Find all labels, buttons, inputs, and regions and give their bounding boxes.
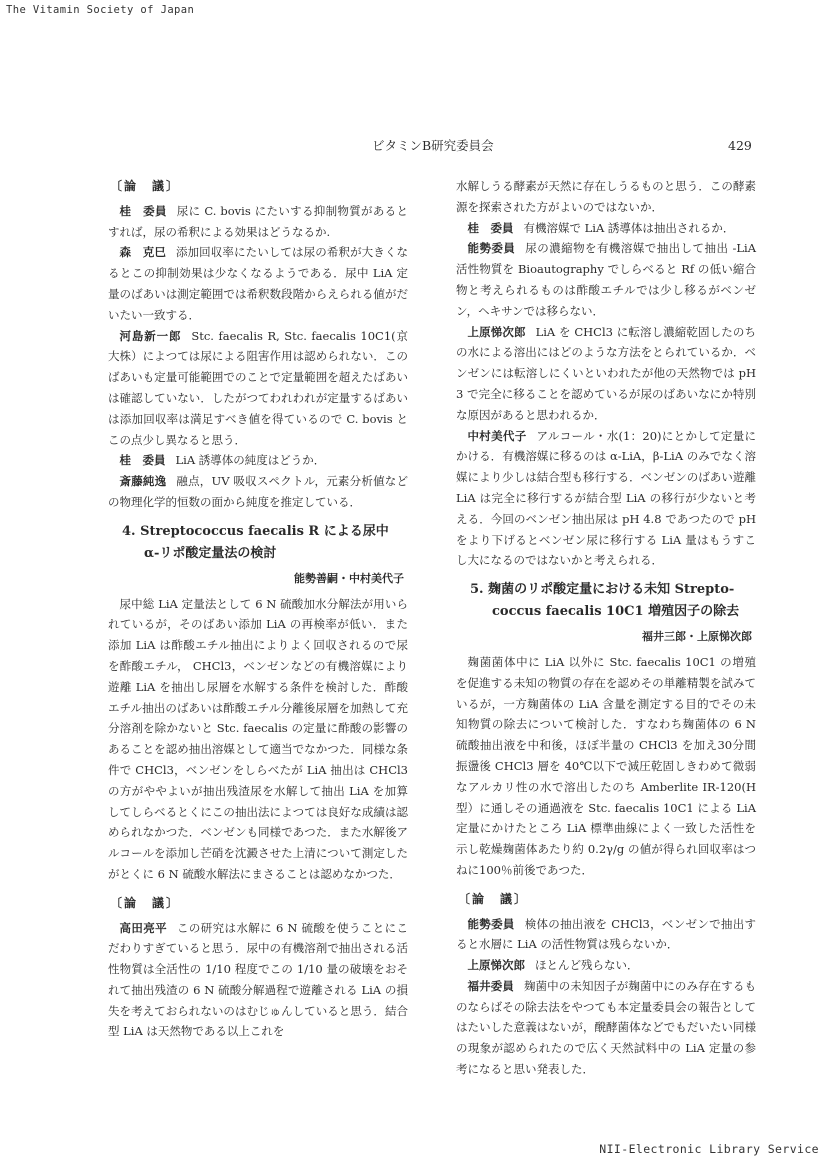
paragraph-text: LiA を CHCl3 に転溶し濃縮乾固したのちの水による溶出にはどのような方法をとられているか．ベンゼンには転溶しにくいといわれたが他の天然物では pH 3 で完全に移ることを認めているが尿のばあいなにか特別な原因があると思われるか．: [456, 324, 756, 422]
discussion-paragraph: [456, 218, 756, 239]
discussion-paragraph: [108, 326, 408, 451]
speaker-name: 上原悌次郎: [467, 324, 526, 339]
discussion-heading: 〔論 議〕: [110, 179, 181, 193]
speaker-name: 高田亮平: [119, 920, 168, 935]
speaker-name: 能勢委員: [467, 241, 516, 256]
speaker-name: 桂 委員: [119, 453, 166, 468]
speaker-name: 桂 委員: [467, 220, 514, 235]
section-title-line: coccus faecalis 10C1 増殖因子の除去: [492, 604, 740, 620]
section-5-authors: 福井三郎・上原悌次郎: [642, 630, 752, 644]
source-banner: The Vitamin Society of Japan: [6, 4, 195, 16]
discussion-paragraph: [108, 201, 408, 243]
discussion-paragraph: [456, 914, 756, 956]
left-column: [108, 176, 408, 1042]
paragraph-text: この研究は水解に 6 N 硫酸を使うことにこだわりすぎていると思う．尿中の有機溶剤で抽出される活性物質は全活性の 1/10 程度でこの 1/10 量の破壊をおそれて抽出残渣の 6 N 硫酸分解過程で遊離される LiA の損失を考えておられないのはむじゅんしていると思う．結合型 LiA は天然物である以上これを: [108, 920, 409, 1039]
running-head: ビタミンB研究委員会: [372, 138, 494, 153]
paragraph-text: 添加回収率にたいしては尿の希釈が大きくなるとこの抑制効果は少なくなるようである．尿中 LiA 定量のばあいは測定範囲では希釈数段階からえられる値がだいたい一致する．: [108, 245, 409, 322]
discussion-paragraph: [456, 322, 756, 426]
section-4-title: [108, 521, 408, 565]
section-4-body: 尿中総 LiA 定量法として 6 N 硫酸加水分解法が用いられているが，そのばあい添加 LiA の再検率が低い．また添加 LiA は酢酸エチル抽出によりよく回収されるので尿を酢酸エチル， CHCl3，ベンゼンなどの有機溶媒により遊離 LiA を抽出し尿層を水解する条件を検討した．酢酸エチル抽出のばあいは酢酸エチル分離後尿層を加熱して充分溶剤を除かないと Stc. faecalis の定量に酢酸の影響のあることを認め抽出溶媒として適当でなかつた．同様な条件で CHCl3，ベンゼンをしらべたが LiA 抽出は CHCl3 の方がややよいが抽出残渣尿を水解して抽出 LiA を加算してしらべるとくにこの抽出法によつては良好な成績は認められなかつた．ベンゼンも同様であつた．また水解後アルコールを添加し芒硝を沈澱させた上清について測定したがとくに 6 N 硫酸水解法にまさることは認めなかつた．: [108, 596, 408, 881]
discussion-heading: 〔論 議〕: [458, 891, 529, 906]
discussion-paragraph: [456, 426, 756, 572]
paragraph-text: 有機溶媒で LiA 誘導体は抽出されるか．: [523, 220, 735, 235]
discussion-paragraph: [108, 918, 408, 1043]
paragraph-text: 検体の抽出液を CHCl3，ベンゼンで抽出すると水層に LiA の活性物質は残らないか．: [456, 916, 756, 952]
page-number: 429: [728, 138, 752, 153]
discussion-paragraph: [456, 976, 756, 1080]
discussion-paragraph: [108, 450, 408, 471]
right-column: [456, 176, 756, 1080]
paragraph-text: 尿の濃縮物を有機溶媒で抽出して抽出 -LiA 活性物質を Bioautography でしらべると Rf の低い縮合物と考えられるものは酢酸エチルでは少し移るがベンゼン，ヘキサンでは移らない．: [456, 241, 756, 318]
speaker-name: 斎藤純逸: [119, 474, 167, 489]
section-title-line: 4. Streptococcus faecalis R による尿中: [122, 523, 389, 539]
paragraph-text: Stc. faecalis R, Stc. faecalis 10C1(京大株）によつては尿による阻害作用は認められない．このばあいも定量可能範囲でのことで定量範囲を超えたばあいは確認していない．したがつてわれわれが定量するばあいは添加回収率は満足すべき値を得ているので C. bovis とこの点少し異なると思う．: [108, 328, 409, 447]
discussion-paragraph: [456, 955, 756, 976]
speaker-name: 能勢委員: [467, 916, 515, 931]
speaker-name: 森 克巳: [119, 245, 166, 260]
speaker-name: 中村美代子: [467, 428, 527, 443]
speaker-name: 福井委員: [467, 978, 514, 993]
speaker-name: 桂 委員: [119, 203, 167, 218]
paragraph-text: LiA 誘導体の純度はどうか．: [175, 453, 326, 468]
speaker-name: 上原悌次郎: [467, 958, 525, 973]
section-5-title: [456, 579, 756, 623]
discussion-heading: 〔論 議〕: [110, 895, 181, 910]
section-title-line: 5. 麹菌のリポ酸定量における未知 Strepto-: [470, 582, 735, 598]
paragraph-text: ほとんど残らない．: [535, 958, 639, 973]
paragraph-text: 尿に C. bovis にたいする抑制物質があるとすれば，尿の希釈による効果はどうなるか.: [108, 203, 408, 239]
speaker-name: 河島新一郎: [119, 328, 182, 343]
section-4-authors: 能勢善嗣・中村美代子: [294, 571, 404, 585]
paragraph-text: 麹菌中の未知因子が麹菌中にのみ存在するものならばその除去法をやつても本定量委員会の報告としてはたいした意義はないが，醗酵菌体などでもだいたい同様の現象が認められたので広く天然試料中の LiA 定量の参考になると思い発表した．: [456, 978, 757, 1077]
section-title-line: α-リポ酸定量法の検討: [144, 545, 277, 561]
discussion-paragraph: [456, 238, 756, 321]
library-service-banner: NII-Electronic Library Service: [599, 1142, 819, 1156]
discussion-paragraph: [108, 471, 408, 513]
paragraph-text: 融点，UV 吸収スペクトル，元素分析値などの物理化学的恒数の面から純度を推定している．: [108, 474, 409, 509]
section-5-body: 麹菌菌体中に LiA 以外に Stc. faecalis 10C1 の増殖を促進する未知の物質の存在を認めその単離精製を試みているが，一方麹菌体の LiA 含量を測定する目的でその未知物質の除去について検討した．すなわち麹菌体の 6 N 硫酸抽出液を中和後，ほぼ半量の CHCl3 を加え30分間振盪後 CHCl3 層を 40℃以下で減圧乾固しきわめて微弱なアルカリ性の水で溶出したのち Amberlite IR-120(H型）に通しその通過液を Stc. faecalis 10C1 による LiA 定量にかけたところ LiA 標準曲線によく一致した活性を示し乾燥麹菌体あたり約 0.2γ/g の値が得られ回収率はつねに100％前後であつた．: [456, 654, 756, 877]
discussion-paragraph: 水解しうる酵素が天然に存在しうるものと思う．この酵素源を探索された方がよいのではないか．: [456, 179, 756, 214]
discussion-paragraph: [108, 242, 408, 325]
paragraph-text: アルコール・水(1：20)にとかして定量にかける．有機溶媒に移るのは α-LiA，β-LiA のみでなく溶媒により少しは結合型も移行する．ベンゼンのばあい遊離 LiA は完全に移行するが結合型 LiA の移行が少ないと考える．今回のベンゼン抽出尿は pH 4.8 であつたので pH をより下げるとベンゼン尿に移行する LiA 量はもうすこし大になるのではないかと考えられる．: [456, 428, 757, 568]
